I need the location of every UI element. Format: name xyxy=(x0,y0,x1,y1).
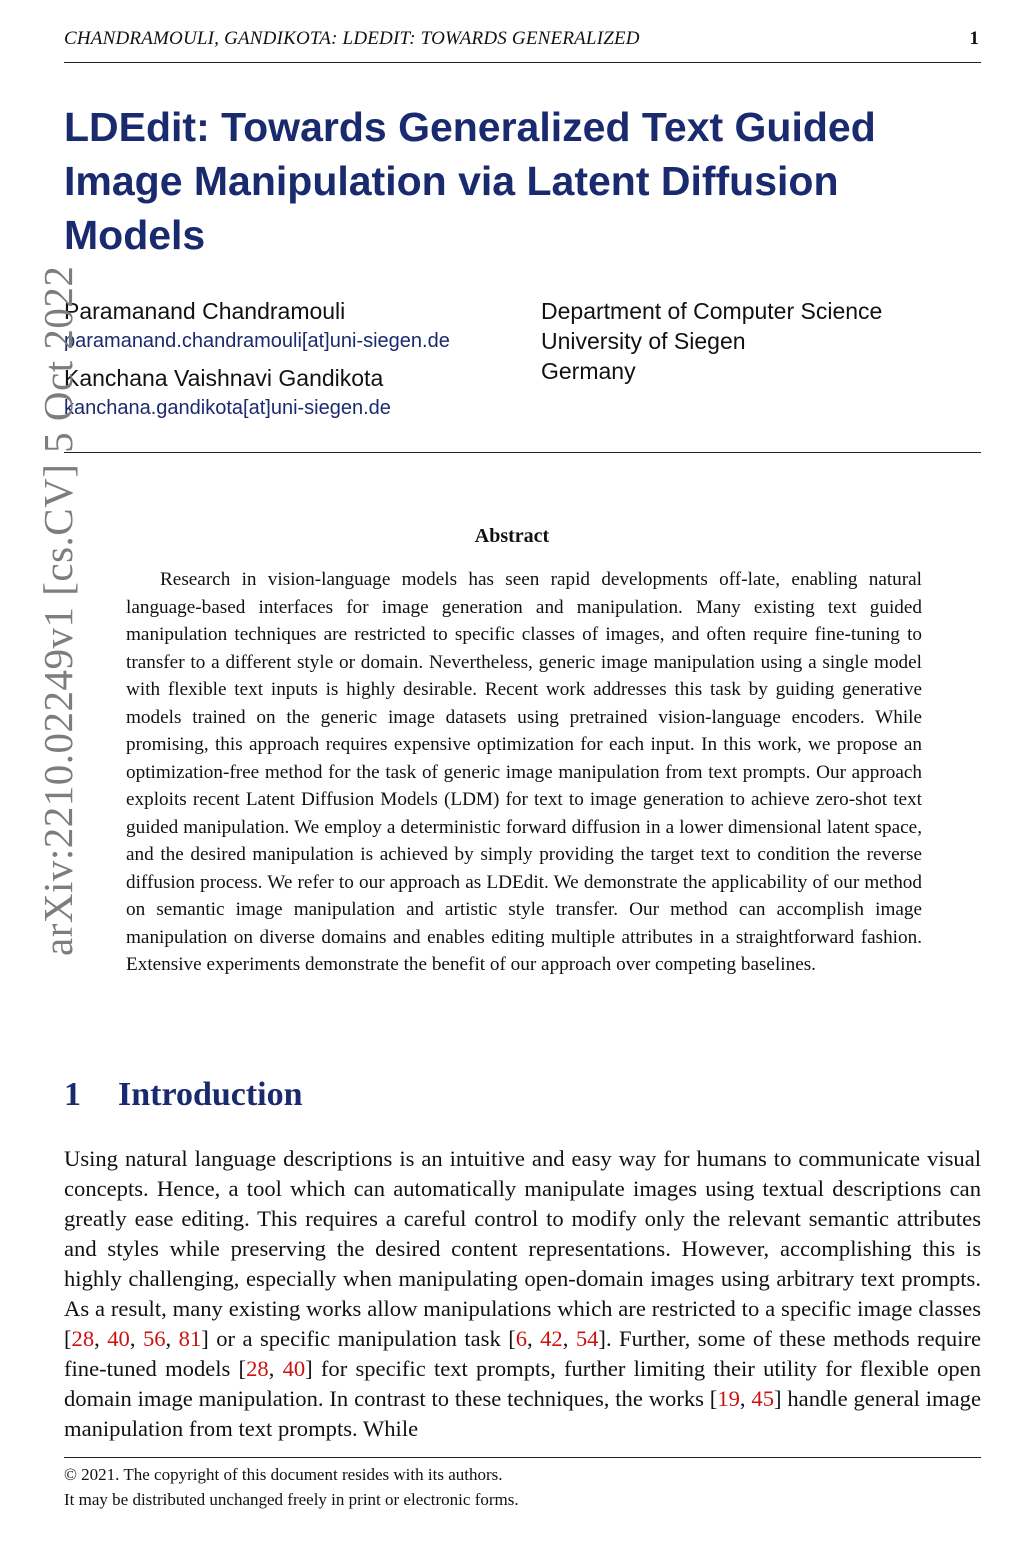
citation-link[interactable]: 28 xyxy=(71,1326,95,1351)
author-list xyxy=(64,296,450,430)
citation-link[interactable]: 45 xyxy=(751,1386,774,1411)
citation-link[interactable]: 40 xyxy=(107,1326,130,1351)
citation-link[interactable]: 19 xyxy=(717,1386,740,1411)
page-number: 1 xyxy=(969,28,979,49)
running-head: CHANDRAMOULI, GANDIKOTA: LDEDIT: TOWARDS GENERALIZED xyxy=(64,28,640,49)
affiliation-department: Department of Computer Science xyxy=(541,298,883,324)
author-name: Kanchana Vaishnavi Gandikota xyxy=(64,365,384,391)
citation-separator: , xyxy=(94,1326,108,1351)
author-name: Paramanand Chandramouli xyxy=(64,298,346,324)
citation-separator: , xyxy=(739,1386,752,1411)
citation-separator: , xyxy=(165,1326,179,1351)
abstract-text: Research in vision-language models has seen rapid developments off-late, enabling natural language-based interfaces for image generation and manipulation. Many existing text guided manipulation techniques are restricted to specific classes of images, and often require fine-tuning to transfer to a different style or domain. Nevertheless, generic image manipulation using a single model with flexible text inputs is highly desirable. Recent work addresses this task by guiding generative models trained on the generic image datasets using pretrained vision-language encoders. While promising, this approach requires expensive optimization for each input. In this work, we propose an optimization-free method for the task of generic image manipulation from text prompts. Our approach exploits recent Latent Diffusion Models (LDM) for text to image generation to achieve zero-shot text guided manipulation. We employ a deterministic forward diffusion in a lower dimensional latent space, and the desired manipulation is achieved by simply providing the target text to condition the reverse diffusion process. We refer to our approach as LDEdit. We demonstrate the applicability of our method on semantic image manipulation and artistic style transfer. Our method can accomplish image manipulation on diverse domains and enables editing multiple attributes in a straightforward fashion. Extensive experiments demonstrate the benefit of our approach over competing baselines. xyxy=(126,569,922,975)
abstract-heading: Abstract xyxy=(474,525,550,547)
citation-link[interactable]: 56 xyxy=(142,1326,166,1351)
intro-text: ] for specific text prompts, further limiting their utility for flexible open domain image manipulation. In contrast to these techniques, the works [ xyxy=(64,1356,981,1411)
citation-link[interactable]: 81 xyxy=(178,1326,202,1351)
citation-separator: , xyxy=(527,1326,541,1351)
citation-link[interactable]: 42 xyxy=(540,1326,563,1351)
affiliation-country: Germany xyxy=(541,358,636,384)
running-header xyxy=(64,24,981,63)
section-number: 1 xyxy=(64,1076,81,1113)
citation-link[interactable]: 54 xyxy=(575,1326,599,1351)
section-title-text: Introduction xyxy=(118,1076,303,1113)
arxiv-identifier-stamp: arXiv:2210.02249v1 [cs.CV] 5 Oct 2022 xyxy=(35,265,81,956)
citation-separator: , xyxy=(129,1326,143,1351)
affiliation-university: University of Siegen xyxy=(541,328,746,354)
affiliation xyxy=(541,296,882,386)
footer-divider xyxy=(64,1457,981,1458)
citation-link[interactable]: 28 xyxy=(246,1356,269,1381)
citation-link[interactable]: 6 xyxy=(515,1326,528,1351)
intro-text: Using natural language descriptions is an intuitive and easy way for humans to communicate visual concepts. Hence, a tool which can automatically manipulate images using textual descriptions can greatly ease editing. This requires a careful control to modify only the relevant semantic attributes and styles while preserving the desired content representations. However, accomplishing this is highly challenging, especially when manipulating open-domain images using arbitrary text prompts. As a result, many existing works allow manipulations which are restricted to a specific image classes [ xyxy=(64,1146,981,1351)
citation-separator: , xyxy=(562,1326,576,1351)
introduction-paragraph xyxy=(64,1144,981,1444)
section-heading xyxy=(64,1076,303,1114)
citation-separator: , xyxy=(268,1356,283,1381)
title-divider xyxy=(64,452,981,453)
intro-text: ] or a specific manipulation task [ xyxy=(201,1326,516,1351)
intro-text: ] handle general image manipulation from text prompts. While xyxy=(64,1386,981,1441)
copyright-line: © 2021. The copyright of this document resides with its authors. xyxy=(64,1465,503,1484)
citation-link[interactable]: 40 xyxy=(282,1356,306,1381)
copyright-footer xyxy=(64,1462,519,1512)
distribution-line: It may be distributed unchanged freely in print or electronic forms. xyxy=(64,1490,519,1509)
author-email[interactable]: paramanand.chandramouli[at]uni-siegen.de xyxy=(64,330,450,352)
intro-text: ]. Further, some of these methods require fine-tuned models [ xyxy=(64,1326,982,1381)
author-email[interactable]: kanchana.gandikota[at]uni-siegen.de xyxy=(64,397,391,419)
paper-title: LDEdit: Towards Generalized Text Guided Image Manipulation via Latent Diffusion Models xyxy=(64,104,876,258)
